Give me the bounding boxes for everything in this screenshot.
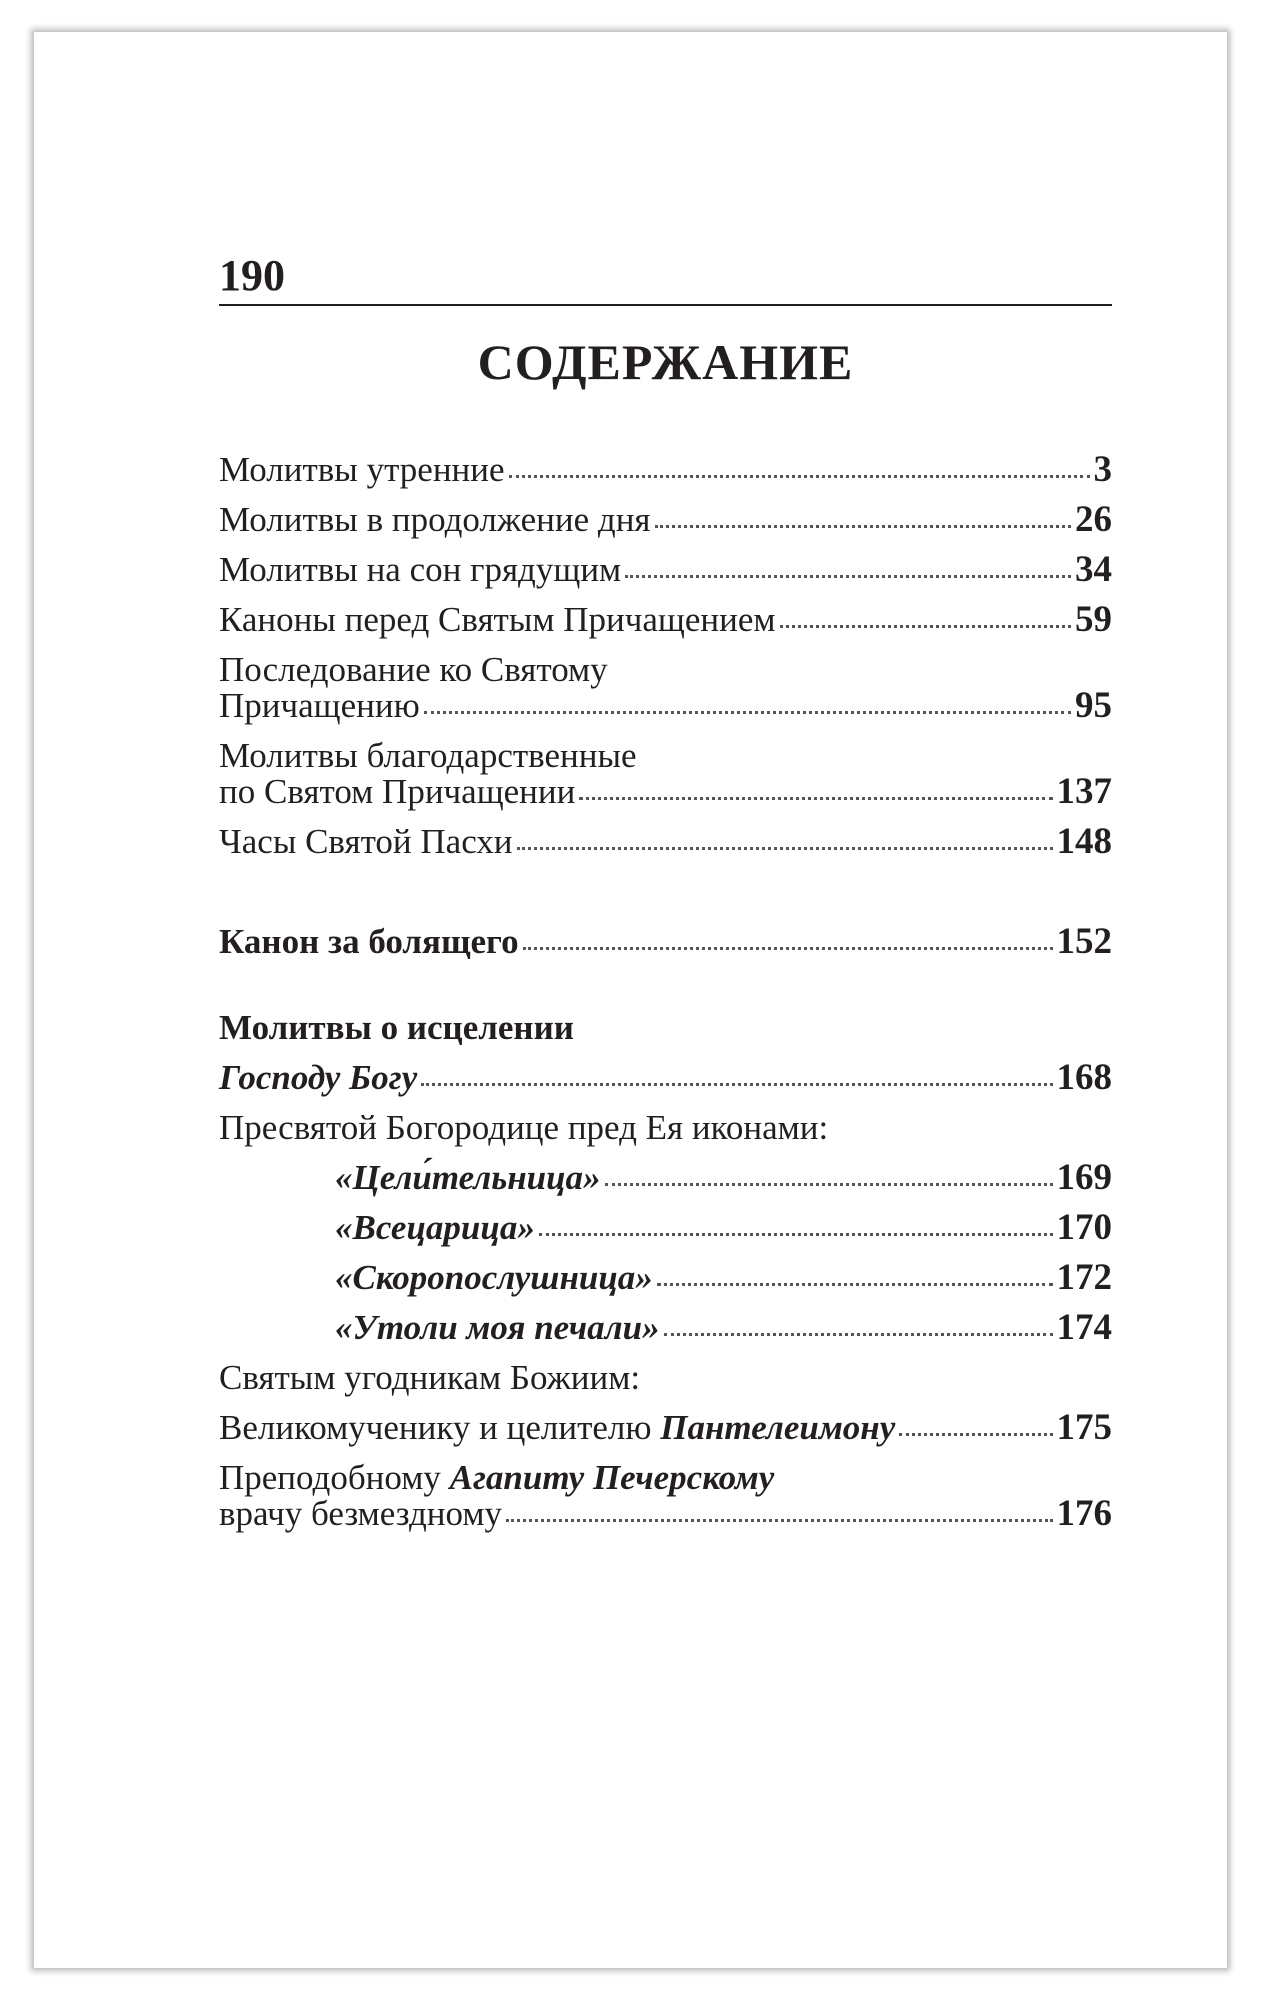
toc-page-number: 168	[1056, 1057, 1112, 1098]
toc-entry-text: Канон за болящего	[219, 922, 519, 961]
leader-dots	[506, 1519, 1053, 1522]
toc-entry-text: «Цели́тельница»	[335, 1158, 601, 1197]
toc-entry-thanks-line1: Молитвы благодарственные	[219, 736, 637, 775]
toc-entry-text	[219, 1406, 895, 1450]
toc-entry-agapit	[219, 1492, 1112, 1536]
toc-entry-saint-name: Агапиту Печерскому	[449, 1458, 775, 1497]
toc-page-number: 137	[1056, 771, 1112, 812]
section-heading-theotokos: Пресвятой Богородице пред Ея иконами:	[219, 1108, 829, 1147]
toc-entry-sequence	[219, 684, 1112, 728]
page-number: 190	[219, 251, 285, 300]
toc-entry-text: «Скоропослушница»	[335, 1258, 653, 1297]
toc-entry-text: «Всецарица»	[335, 1208, 535, 1247]
leader-dots	[899, 1433, 1052, 1436]
leader-dots	[517, 847, 1053, 850]
leader-dots	[655, 525, 1071, 528]
toc-entry-text: врачу безмездному	[219, 1494, 502, 1533]
leader-dots	[625, 575, 1071, 578]
toc-entry-lord	[219, 1056, 1112, 1100]
toc-entry-text: по Святом Причащении	[219, 772, 576, 811]
leader-dots	[539, 1233, 1053, 1236]
toc-page-number: 148	[1056, 821, 1112, 862]
leader-dots	[780, 625, 1071, 628]
toc-entry-text: Молитвы утренние	[219, 450, 505, 489]
toc-page-number: 174	[1056, 1307, 1112, 1348]
page-content	[219, 251, 1112, 1534]
toc-page-number: 170	[1056, 1207, 1112, 1248]
leader-dots	[579, 797, 1052, 800]
toc-entry-text: «Утоли моя печали»	[335, 1308, 660, 1347]
header-rule	[219, 304, 1112, 306]
toc-page-number: 3	[1093, 449, 1112, 490]
toc-entry-panteleimon	[219, 1406, 1112, 1450]
toc-page-number: 176	[1056, 1493, 1112, 1534]
toc-entry-thanks	[219, 770, 1112, 814]
toc-entry-canon-sick	[219, 920, 1112, 964]
toc-page-number: 95	[1075, 685, 1112, 726]
toc-entry-sleep	[219, 548, 1112, 592]
page-title: СОДЕРЖАНИЕ	[477, 334, 854, 390]
leader-dots	[605, 1183, 1053, 1186]
toc-entry-icon3	[219, 1256, 1112, 1300]
leader-dots	[421, 1083, 1052, 1086]
leader-dots	[523, 947, 1053, 950]
toc-entry-icon1	[219, 1156, 1112, 1200]
leader-dots	[657, 1283, 1053, 1286]
toc-entry-text: Каноны перед Святым Причащением	[219, 600, 776, 639]
toc-entry-prefix: Преподобному	[219, 1458, 441, 1497]
leader-dots	[424, 711, 1071, 714]
toc-entry-canons	[219, 598, 1112, 642]
toc-entry-text: Молитвы в продолжение дня	[219, 500, 651, 539]
book-page	[34, 32, 1227, 1968]
toc-entry-hours	[219, 820, 1112, 864]
toc-entry-icon2	[219, 1206, 1112, 1250]
toc-entry-morning	[219, 448, 1112, 492]
toc-entry-text: Часы Святой Пасхи	[219, 822, 513, 861]
toc-entry-icon4	[219, 1306, 1112, 1350]
toc-entry-saint-name: Пантелеимону	[660, 1408, 896, 1447]
toc-entry-text: Причащению	[219, 686, 420, 725]
toc-page-number: 172	[1056, 1257, 1112, 1298]
toc-page-number: 34	[1075, 549, 1112, 590]
toc-entry-text: Господу Богу	[219, 1058, 418, 1097]
toc-page-number: 169	[1056, 1157, 1112, 1198]
section-heading-healing: Молитвы о исцелении	[219, 1008, 574, 1047]
toc-entry-text: Молитвы на сон грядущим	[219, 550, 622, 589]
leader-dots	[664, 1333, 1053, 1336]
section-heading-saints: Святым угодникам Божиим:	[219, 1358, 641, 1397]
toc-entry-prefix: Великомученику и целителю	[219, 1408, 652, 1447]
toc-page-number: 59	[1075, 599, 1112, 640]
leader-dots	[509, 475, 1090, 478]
toc-page-number: 152	[1056, 921, 1112, 962]
toc-page-number: 26	[1075, 499, 1112, 540]
toc-entry-sequence-line1: Последование ко Святому	[219, 650, 608, 689]
toc-entry-day	[219, 498, 1112, 542]
toc-page-number: 175	[1056, 1407, 1112, 1448]
